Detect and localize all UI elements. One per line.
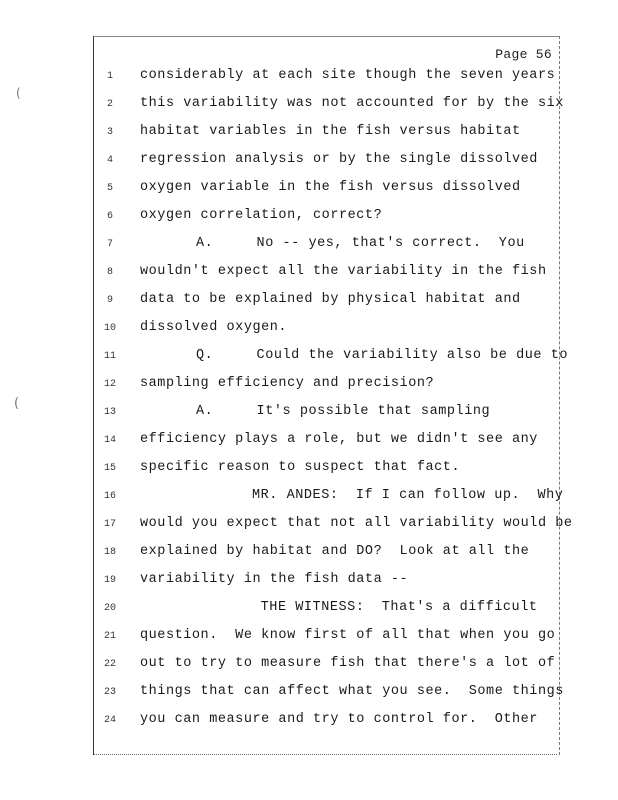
- line-text: MR. ANDES: If I can follow up. Why: [252, 488, 564, 503]
- line-number: 22: [103, 659, 116, 670]
- line-number: 18: [103, 547, 116, 558]
- transcript-line: [0, 656, 618, 676]
- line-text: habitat variables in the fish versus habitat: [140, 124, 521, 139]
- transcript-line: [0, 572, 618, 592]
- line-number: 13: [103, 407, 116, 418]
- line-text: oxygen correlation, correct?: [140, 208, 383, 223]
- transcript-line: [0, 96, 618, 116]
- transcript-line: [0, 432, 618, 452]
- line-number: 6: [106, 211, 113, 222]
- transcript-line: [0, 264, 618, 284]
- line-text: A. It's possible that sampling: [196, 404, 491, 419]
- transcript-line: [0, 516, 618, 536]
- line-text: explained by habitat and DO? Look at all the: [140, 544, 530, 559]
- line-number: 20: [103, 603, 116, 614]
- line-text: this variability was not accounted for by the six: [140, 96, 564, 111]
- line-number: 8: [106, 267, 113, 278]
- line-number: 2: [106, 99, 113, 110]
- transcript-line: [0, 292, 618, 312]
- transcript-line: [0, 68, 618, 88]
- transcript-line: [0, 348, 618, 368]
- transcript-line: [0, 208, 618, 228]
- line-text: efficiency plays a role, but we didn't see any: [140, 432, 538, 447]
- line-number: 5: [106, 183, 113, 194]
- page-number: Page 56: [495, 47, 552, 62]
- transcript-line: [0, 712, 618, 732]
- line-number: 14: [103, 435, 116, 446]
- line-text: variability in the fish data --: [140, 572, 409, 587]
- line-text: you can measure and try to control for. Other: [140, 712, 538, 727]
- line-number: 4: [106, 155, 113, 166]
- line-text: would you expect that not all variability would be: [140, 516, 573, 531]
- line-text: question. We know first of all that when you go: [140, 628, 556, 643]
- line-number: 11: [103, 351, 116, 362]
- transcript-line: [0, 376, 618, 396]
- transcript-line: [0, 320, 618, 340]
- line-number: 3: [106, 127, 113, 138]
- transcript-line: [0, 404, 618, 424]
- scan-artifact-mark: (: [16, 86, 21, 100]
- transcript-line: [0, 488, 618, 508]
- line-number: 15: [103, 463, 116, 474]
- transcript-line: [0, 152, 618, 172]
- transcript-line: [0, 180, 618, 200]
- line-text: sampling efficiency and precision?: [140, 376, 435, 391]
- transcript-line: [0, 684, 618, 704]
- line-text: regression analysis or by the single dissolved: [140, 152, 538, 167]
- line-text: Q. Could the variability also be due to: [196, 348, 569, 363]
- line-text: oxygen variable in the fish versus dissolved: [140, 180, 521, 195]
- line-text: things that can affect what you see. Some things: [140, 684, 564, 699]
- line-number: 23: [103, 687, 116, 698]
- line-text: wouldn't expect all the variability in the fish: [140, 264, 547, 279]
- line-number: 7: [106, 239, 113, 250]
- line-number: 21: [103, 631, 116, 642]
- scan-artifact-mark: (: [14, 396, 20, 411]
- line-text: considerably at each site though the seven years: [140, 68, 556, 83]
- line-number: 9: [106, 295, 113, 306]
- bottom-rule: [94, 754, 557, 755]
- line-number: 24: [103, 715, 116, 726]
- line-text: data to be explained by physical habitat and: [140, 292, 521, 307]
- line-number: 17: [103, 519, 116, 530]
- transcript-line: [0, 236, 618, 256]
- line-number: 19: [103, 575, 116, 586]
- line-number: 1: [106, 71, 113, 82]
- transcript-line: [0, 124, 618, 144]
- line-number: 10: [103, 323, 116, 334]
- transcript-line: [0, 544, 618, 564]
- line-number: 12: [103, 379, 116, 390]
- line-text: THE WITNESS: That's a difficult: [252, 600, 538, 615]
- line-number: 16: [103, 491, 116, 502]
- line-text: dissolved oxygen.: [140, 320, 288, 335]
- line-text: specific reason to suspect that fact.: [140, 460, 461, 475]
- line-text: A. No -- yes, that's correct. You: [196, 236, 525, 251]
- line-text: out to try to measure fish that there's a lot of: [140, 656, 556, 671]
- transcript-line: [0, 460, 618, 480]
- transcript-line: [0, 600, 618, 620]
- transcript-line: [0, 628, 618, 648]
